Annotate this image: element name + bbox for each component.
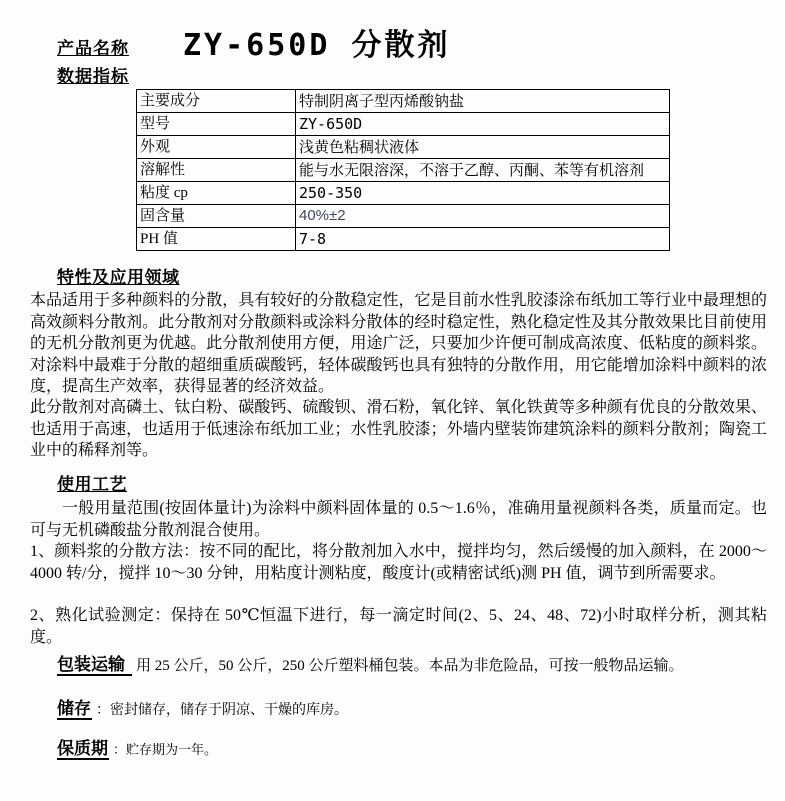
spec-label: 粘度 cp — [137, 182, 296, 205]
data-index-label: 数据指标 — [57, 67, 129, 86]
shelf-life-line — [57, 739, 767, 760]
spec-value: 7-8 — [296, 228, 670, 251]
spec-table-row — [137, 113, 670, 136]
spec-table-row — [137, 90, 670, 113]
features-paragraph-2: 此分散剂对高磷土、钛白粉、碳酸钙、硫酸钡、滑石粉，氧化锌、氧化铁黄等多种颜有优良的分散效果、也适用于高速，也适用于低速涂布纸加工业；水性乳胶漆；外墙内壁装饰建筑涂料的颜料分散剂；陶瓷工业中的稀释剂等。 — [30, 399, 767, 459]
spec-label: PH 值 — [137, 228, 296, 251]
features-paragraph-1: 本品适用于多种颜料的分散，具有较好的分散稳定性，它是目前水性乳胶漆涂布纸加工等行业中最理想的高效颜料分散剂。此分散剂对分散颜料或涂料分散体的经时稳定性，熟化稳定性及其分散效果比目前使用的无机分散剂更为优越。此分散剂使用方便，用途广泛，只要加少许便可制成高浓度、低粘度的颜料浆。对涂料中最难于分散的超细重质碳酸钙，轻体碳酸钙也具有独特的分散作用，用它能增加涂料中颜料的浓度，提高生产效率，获得显著的经济效益。 — [30, 292, 767, 395]
packaging-heading: 包装运输 — [57, 655, 132, 676]
shelf-life-heading: 保质期 — [57, 739, 108, 758]
shelf-life-text: ：贮存期为一年。 — [113, 742, 218, 757]
page-title: ZY-650D 分散剂 — [183, 28, 451, 63]
product-name-label: 产品名称 — [57, 39, 129, 58]
usage-step-2: 2、熟化试验测定：保持在 50℃恒温下进行，每一滴定时间(2、5、24、48、72)小时取样分析，测其粘度。 — [30, 607, 767, 646]
spec-table — [136, 89, 670, 251]
spec-label: 型号 — [137, 113, 296, 136]
storage-text: ：密封储存，储存于阴凉、干燥的库房。 — [96, 703, 348, 718]
spec-value: ZY-650D — [296, 113, 670, 136]
spec-table-row — [137, 136, 670, 159]
spec-label: 外观 — [137, 136, 296, 159]
spec-label: 溶解性 — [137, 159, 296, 182]
spec-label: 固含量 — [137, 205, 296, 228]
usage-step-1: 1、颜料浆的分散方法：按不同的配比，将分散剂加入水中，搅拌均匀，然后缓慢的加入颜料，在 2000～4000 转/分，搅拌 10～30 分钟，用粘度计测粘度，酸度计(或精密试纸)测 PH 值，调节到所需要求。 — [30, 543, 767, 582]
spec-label: 主要成分 — [137, 90, 296, 113]
spec-table-row — [137, 182, 670, 205]
spec-value: 浅黄色粘稠状液体 — [296, 136, 670, 159]
spec-value: 250-350 — [296, 182, 670, 205]
usage-intro-paragraph: 一般用量范围(按固体量计)为涂料中颜料固体量的 0.5～1.6％，准确用量视颜料各类，质量而定。也可与无机磷酸盐分散剂混合使用。 — [30, 500, 767, 539]
spec-table-row — [137, 159, 670, 182]
packaging-text: 用 25 公斤，50 公斤，250 公斤塑料桶包装。本品为非危险品，可按一般物品运输。 — [136, 658, 684, 674]
spec-value: 特制阴离子型丙烯酸钠盐 — [296, 90, 670, 113]
usage-heading: 使用工艺 — [57, 475, 127, 494]
spec-value: 能与水无限溶深，不溶于乙醇、丙酮、苯等有机溶剂 — [296, 159, 670, 182]
storage-heading: 储存 — [57, 699, 91, 718]
storage-line — [57, 699, 767, 720]
spec-table-row — [137, 205, 670, 228]
features-heading: 特性及应用领域 — [57, 268, 180, 287]
spec-table-row — [137, 228, 670, 251]
spec-value: 40%±2 — [296, 205, 670, 228]
packaging-line — [57, 654, 767, 676]
